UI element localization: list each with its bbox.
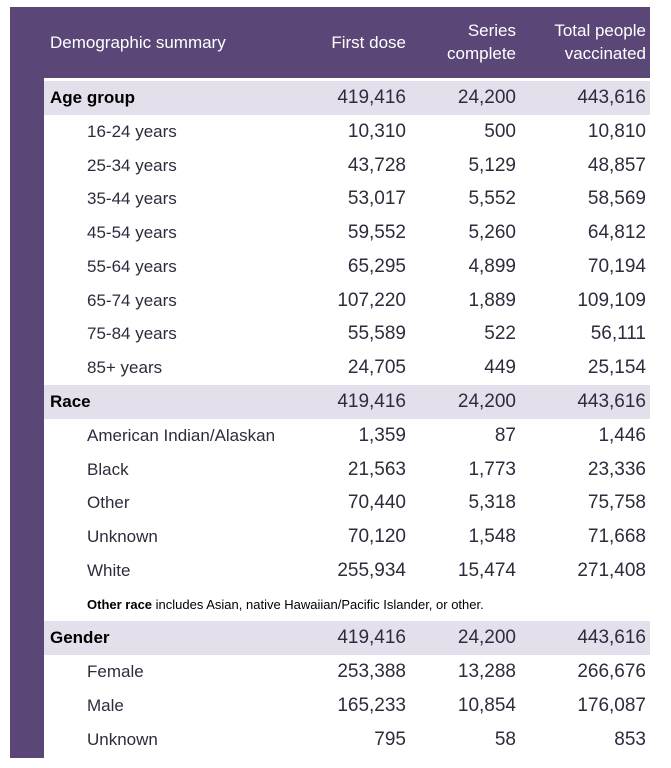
header-total-line1: Total people bbox=[554, 21, 646, 40]
row-label: Other bbox=[87, 493, 130, 512]
table-row bbox=[44, 419, 650, 453]
cell-first-dose: 419,416 bbox=[337, 391, 406, 412]
row-label: Unknown bbox=[87, 730, 158, 749]
header-series-complete bbox=[447, 19, 516, 65]
section-row-age-group bbox=[44, 81, 650, 115]
cell-first-dose: 1,359 bbox=[358, 425, 406, 446]
cell-first-dose: 53,017 bbox=[347, 188, 406, 209]
footnote-term: Other race bbox=[87, 597, 153, 612]
cell-first-dose: 70,440 bbox=[347, 492, 406, 513]
cell-first-dose: 24,705 bbox=[347, 357, 406, 378]
cell-first-dose: 107,220 bbox=[337, 290, 406, 311]
table-row bbox=[44, 351, 650, 385]
race-footnote bbox=[87, 590, 484, 620]
cell-first-dose: 419,416 bbox=[337, 627, 406, 648]
cell-first-dose: 253,388 bbox=[337, 661, 406, 682]
table-row bbox=[44, 182, 650, 216]
cell-first-dose: 55,589 bbox=[347, 323, 406, 344]
cell-total: 48,857 bbox=[587, 155, 646, 176]
cell-total: 266,676 bbox=[577, 661, 646, 682]
table-row bbox=[44, 453, 650, 487]
row-label: White bbox=[87, 561, 131, 580]
cell-total: 443,616 bbox=[577, 627, 646, 648]
table-row bbox=[44, 317, 650, 351]
header-first-dose: First dose bbox=[331, 33, 406, 52]
cell-series-complete: 87 bbox=[494, 425, 516, 446]
row-label: Age group bbox=[50, 88, 135, 107]
table-row bbox=[44, 115, 650, 149]
header-demographic: Demographic summary bbox=[50, 33, 226, 52]
footnote-text: includes Asian, native Hawaiian/Pacific Islander, or other. bbox=[152, 597, 484, 612]
cell-series-complete: 13,288 bbox=[457, 661, 516, 682]
cell-first-dose: 21,563 bbox=[347, 459, 406, 480]
row-label: 65-74 years bbox=[87, 291, 177, 310]
cell-total: 58,569 bbox=[587, 188, 646, 209]
cell-series-complete: 24,200 bbox=[457, 627, 516, 648]
cell-series-complete: 1,889 bbox=[468, 290, 516, 311]
cell-total: 1,446 bbox=[598, 425, 646, 446]
cell-series-complete: 10,854 bbox=[457, 695, 516, 716]
cell-series-complete: 24,200 bbox=[457, 391, 516, 412]
cell-total: 271,408 bbox=[577, 560, 646, 581]
cell-series-complete: 5,552 bbox=[468, 188, 516, 209]
table-body bbox=[44, 78, 650, 758]
cell-series-complete: 1,548 bbox=[468, 526, 516, 547]
cell-first-dose: 43,728 bbox=[347, 155, 406, 176]
table-row bbox=[44, 250, 650, 284]
cell-first-dose: 70,120 bbox=[347, 526, 406, 547]
row-label: 75-84 years bbox=[87, 324, 177, 343]
row-label: Gender bbox=[50, 628, 110, 647]
cell-series-complete: 5,129 bbox=[468, 155, 516, 176]
cell-total: 10,810 bbox=[587, 121, 646, 142]
table-row bbox=[44, 520, 650, 554]
table-row bbox=[44, 486, 650, 520]
cell-series-complete: 522 bbox=[484, 323, 516, 344]
header-total-vaccinated bbox=[554, 19, 646, 65]
cell-series-complete: 58 bbox=[494, 729, 516, 750]
cell-first-dose: 795 bbox=[374, 729, 406, 750]
row-label: Black bbox=[87, 460, 129, 479]
cell-series-complete: 4,899 bbox=[468, 256, 516, 277]
row-label: 35-44 years bbox=[87, 189, 177, 208]
cell-total: 56,111 bbox=[590, 323, 646, 344]
cell-series-complete: 5,318 bbox=[468, 492, 516, 513]
cell-total: 109,109 bbox=[577, 290, 646, 311]
cell-total: 70,194 bbox=[587, 256, 646, 277]
cell-total: 25,154 bbox=[587, 357, 646, 378]
cell-total: 443,616 bbox=[577, 391, 646, 412]
table-row bbox=[44, 655, 650, 689]
cell-total: 75,758 bbox=[587, 492, 646, 513]
cell-first-dose: 59,552 bbox=[347, 222, 406, 243]
cell-total: 443,616 bbox=[577, 87, 646, 108]
table-row bbox=[44, 689, 650, 723]
row-label: Race bbox=[50, 392, 91, 411]
row-label: Unknown bbox=[87, 527, 158, 546]
row-label: 45-54 years bbox=[87, 223, 177, 242]
cell-first-dose: 65,295 bbox=[347, 256, 406, 277]
cell-first-dose: 10,310 bbox=[347, 121, 406, 142]
cell-series-complete: 5,260 bbox=[468, 222, 516, 243]
section-row-race bbox=[44, 385, 650, 419]
table-row bbox=[44, 723, 650, 757]
cell-first-dose: 165,233 bbox=[337, 695, 406, 716]
cell-series-complete: 500 bbox=[484, 121, 516, 142]
cell-total: 23,336 bbox=[587, 459, 646, 480]
row-label: 25-34 years bbox=[87, 156, 177, 175]
table-row bbox=[44, 554, 650, 588]
section-row-gender bbox=[44, 621, 650, 655]
header-total-line2: vaccinated bbox=[564, 44, 646, 63]
cell-total: 64,812 bbox=[587, 222, 646, 243]
header-series-line2: complete bbox=[447, 44, 516, 63]
row-label: 16-24 years bbox=[87, 122, 177, 141]
cell-total: 176,087 bbox=[577, 695, 646, 716]
cell-series-complete: 15,474 bbox=[457, 560, 516, 581]
cell-series-complete: 24,200 bbox=[457, 87, 516, 108]
row-label: Male bbox=[87, 696, 124, 715]
cell-series-complete: 1,773 bbox=[468, 459, 516, 480]
row-label: Female bbox=[87, 662, 144, 681]
table-row bbox=[44, 284, 650, 318]
table-header bbox=[44, 7, 650, 78]
table-row bbox=[44, 216, 650, 250]
cell-first-dose: 255,934 bbox=[337, 560, 406, 581]
row-label: American Indian/Alaskan bbox=[87, 426, 276, 445]
row-label: 55-64 years bbox=[87, 257, 177, 276]
header-series-line1: Series bbox=[467, 21, 516, 40]
cell-series-complete: 449 bbox=[484, 357, 516, 378]
cell-first-dose: 419,416 bbox=[337, 87, 406, 108]
row-label: 85+ years bbox=[87, 358, 163, 377]
cell-total: 853 bbox=[614, 729, 646, 750]
table-row bbox=[44, 149, 650, 183]
cell-total: 71,668 bbox=[587, 526, 646, 547]
